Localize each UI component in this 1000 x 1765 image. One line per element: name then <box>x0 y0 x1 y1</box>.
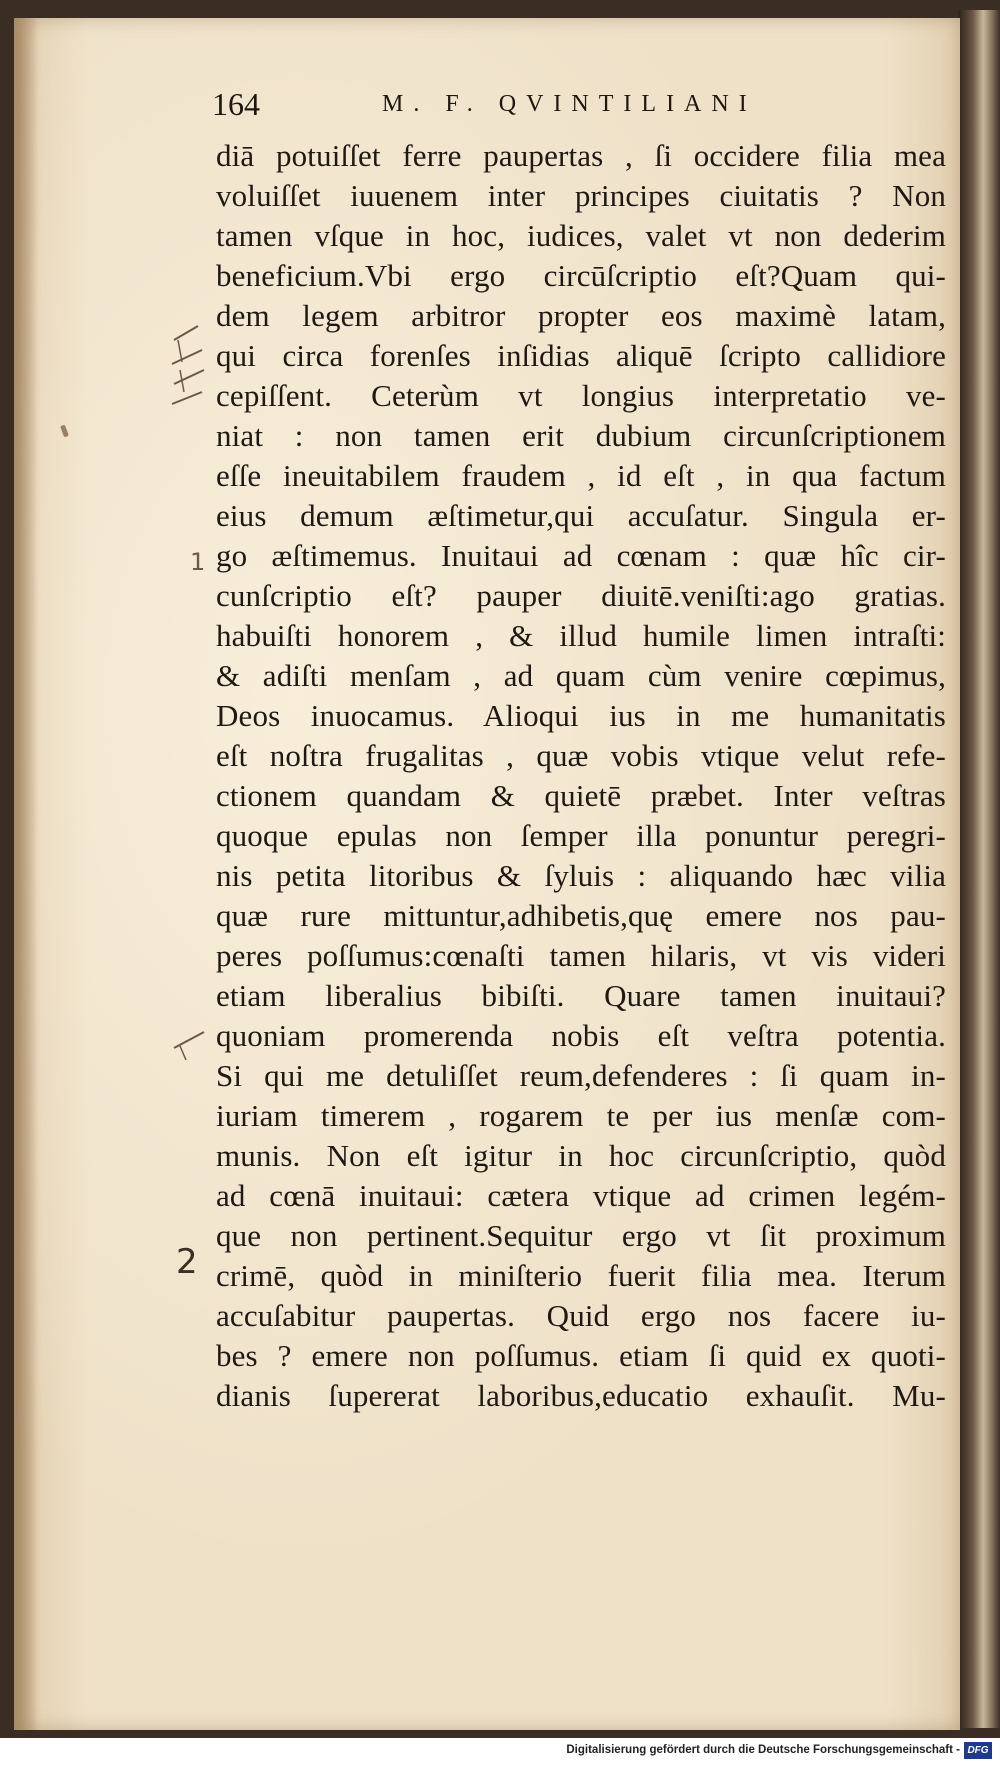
footer-credit: Digitalisierung gefördert durch die Deutsche Forschungsgemeinschaft - <box>566 1744 960 1756</box>
digitization-footer <box>0 1738 1000 1765</box>
text-line: habuiſti honorem , & illud humile limen intraſti: <box>216 618 946 653</box>
text-line: peres poſſumus:cœnaſti tamen hilaris, vt vis videri <box>216 938 946 973</box>
text-line: ad cœnā inuitaui: cætera vtique ad crimen legém- <box>216 1178 946 1213</box>
text-line: eius demum æſtimetur,qui accuſatur. Singula er- <box>216 498 946 533</box>
running-head: M. F. QVINTILIANI <box>382 91 757 117</box>
text-line: dem legem arbitror propter eos maximè latam, <box>216 298 946 333</box>
text-line: iuriam timerem , rogarem te per ius menſæ com- <box>216 1098 946 1133</box>
text-line: niat : non tamen erit dubium circunſcriptionem <box>216 418 946 453</box>
text-line: go æſtimemus. Inuitaui ad cœnam : quæ hîc cir- <box>216 538 946 573</box>
text-line: diā potuiſſet ferre paupertas , ſi occidere filia mea <box>216 138 946 173</box>
text-line: Si qui me detuliſſet reum,defenderes : ſi quam in- <box>216 1058 946 1093</box>
margin-mark-one: 1 <box>190 548 206 576</box>
text-line: eſt noſtra frugalitas , quæ vobis vtique velut refe- <box>216 738 946 773</box>
text-line: eſſe ineuitabilem fraudem , id eſt , in qua factum <box>216 458 946 493</box>
text-line: qui circa forenſes inſidias aliquē ſcripto callidiore <box>216 338 946 373</box>
text-line: quæ rure mittuntur,adhibetis,quę emere nos pau- <box>216 898 946 933</box>
page-gutter-shadow <box>14 18 38 1730</box>
page-header <box>212 84 792 128</box>
text-line: bes ? emere non poſſumus. etiam ſi quid ex quoti- <box>216 1338 946 1373</box>
dfg-logo: DFG <box>964 1742 992 1759</box>
margin-annotation-strokes <box>168 322 214 442</box>
text-line: cunſcriptio eſt? pauper diuitē.veniſti:ago gratias. <box>216 578 946 613</box>
text-line: que non pertinent.Sequitur ergo vt ſit proximum <box>216 1218 946 1253</box>
text-line: quoque epulas non ſemper illa ponuntur peregri- <box>216 818 946 853</box>
text-line: & adiſti menſam , ad quam cùm venire cœpimus, <box>216 658 946 693</box>
text-line: accuſabitur paupertas. Quid ergo nos facere iu- <box>216 1298 946 1333</box>
text-line: dianis ſupererat laboribus,educatio exhauſit. Mu- <box>216 1378 946 1413</box>
text-line: nis petita litoribus & ſyluis : aliquando hæc vilia <box>216 858 946 893</box>
text-line: etiam liberalius bibiſti. Quare tamen inuitaui? <box>216 978 946 1013</box>
text-line: voluiſſet iuuenem inter principes ciuitatis ? Non <box>216 178 946 213</box>
margin-mark-two: 2 <box>176 1242 198 1282</box>
text-line: munis. Non eſt igitur in hoc circunſcriptio, quòd <box>216 1138 946 1173</box>
body-text <box>216 136 946 1416</box>
text-line: quoniam promerenda nobis eſt veſtra potentia. <box>216 1018 946 1053</box>
text-line: beneficium.Vbi ergo circūſcriptio eſt?Quam qui- <box>216 258 946 293</box>
text-line: Deos inuocamus. Alioqui ius in me humanitatis <box>216 698 946 733</box>
text-line: tamen vſque in hoc, iudices, valet vt non dederim <box>216 218 946 253</box>
margin-annotation-stroke <box>170 1024 210 1064</box>
page-number: 164 <box>212 86 260 122</box>
text-line: cepiſſent. Ceterùm vt longius interpretatio ve- <box>216 378 946 413</box>
text-line: ctionem quandam & quietē præbet. Inter veſtras <box>216 778 946 813</box>
text-line: crimē, quòd in miniſterio fuerit filia mea. Iterum <box>216 1258 946 1293</box>
book-fore-edge <box>958 10 1000 1728</box>
